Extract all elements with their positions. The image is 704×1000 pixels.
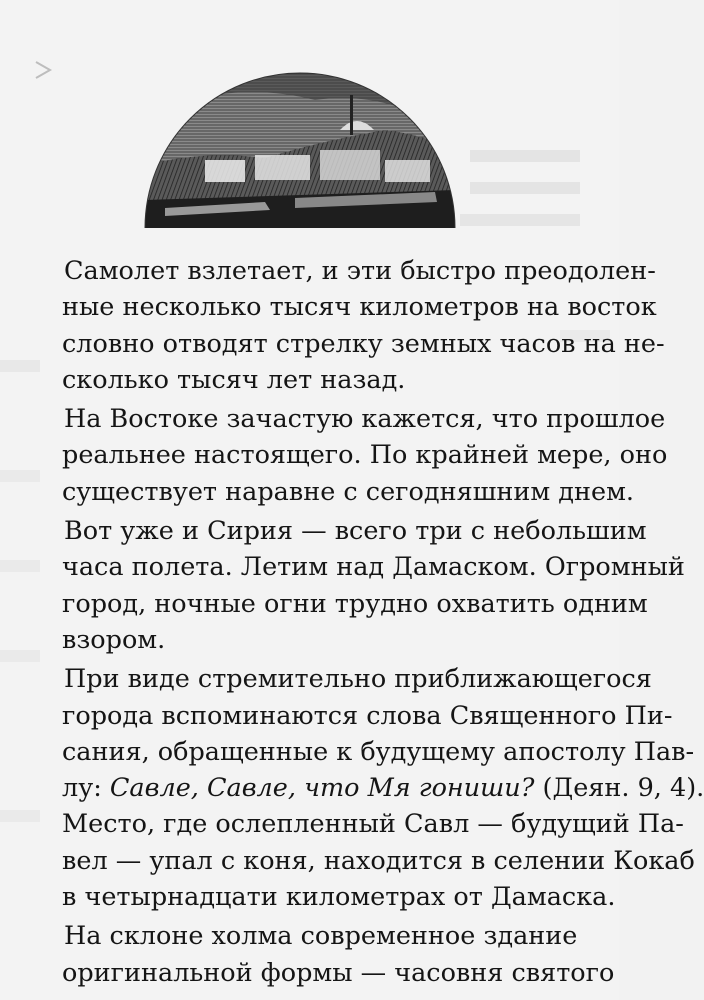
paragraph (62, 918, 615, 991)
text-fragment: лу: (62, 773, 110, 804)
text-line: Самолет взлетает, и эти быстро преодолен- (64, 256, 656, 286)
text-line: оригинальной формы — часовня святого (62, 957, 615, 988)
text-line: города вспоминаются слова Священного Пи- (62, 700, 673, 731)
text-line: взором. (62, 624, 166, 655)
body-text (62, 253, 704, 994)
text-line: сколько тысяч лет назад. (62, 364, 406, 395)
text-line: город, ночные огни трудно охватить одним (62, 588, 648, 619)
text-line: На склоне холма современное здание (64, 921, 578, 952)
text-line: ные несколько тысяч километров на восток (62, 292, 657, 323)
text-line: При виде стремительно приближающегося (64, 664, 652, 695)
text-line: Место, где ослепленный Савл — будущий Па- (62, 809, 684, 840)
text-line: часа полета. Летим над Дамаском. Огромный (62, 552, 685, 583)
text-line: вел — упал с коня, находится в селении Кокаб (62, 845, 695, 876)
paragraph (62, 513, 685, 658)
text-line: в четырнадцати километрах от Дамаска. (62, 882, 616, 913)
text-line-with-quote (62, 770, 704, 806)
text-line: На Востоке зачастую кажется, что прошлое (64, 404, 666, 435)
paragraph (62, 253, 665, 398)
text-line: сания, обращенные к будущему апостолу Пав- (62, 736, 695, 767)
text-line: реальнее настоящего. По крайней мере, оно (62, 440, 668, 471)
paragraph (62, 401, 668, 510)
scripture-reference: (Деян. 9, 4). (534, 773, 704, 804)
paragraph (62, 661, 704, 915)
text-line: существует наравне с сегодняшним днем. (62, 476, 635, 507)
text-line: словно отводят стрелку земных часов на не- (62, 328, 665, 359)
city-illustration (145, 70, 455, 228)
scripture-quote: Савле, Савле, что Мя гониши? (109, 773, 535, 804)
text-line: Вот уже и Сирия — всего три с небольшим (64, 516, 647, 547)
